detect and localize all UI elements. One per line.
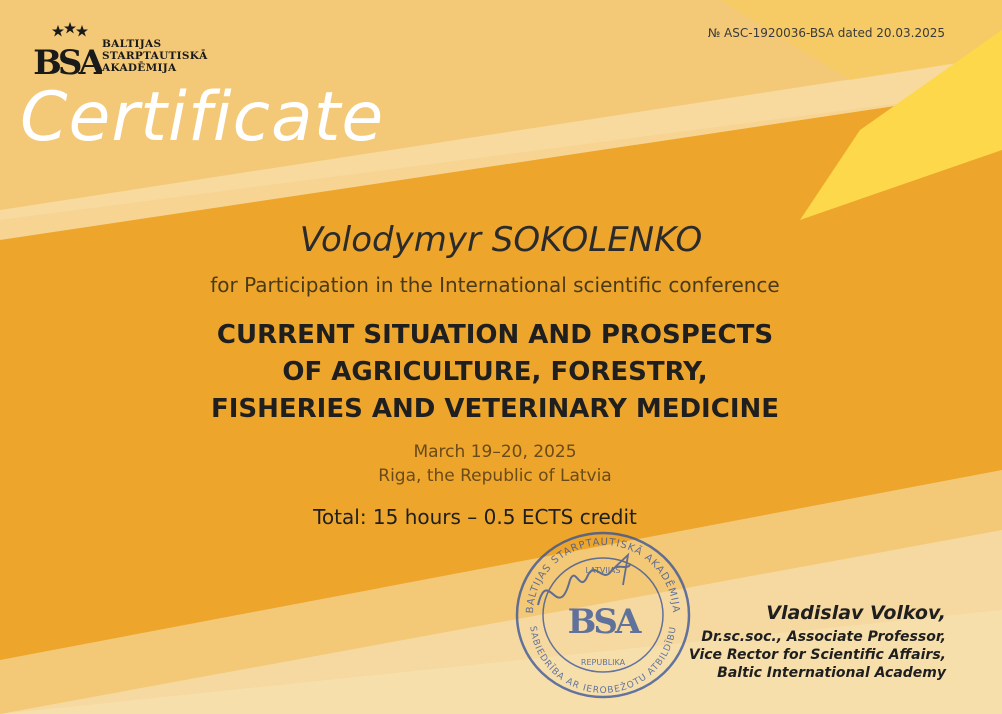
conference-title [0,317,990,428]
signer-organization: Baltic International Academy [717,665,946,681]
event-info [0,440,990,488]
svg-text:SABIEDRĪBA AR IEROBEŽOTU ATBIL: SABIEDRĪBA AR IEROBEŽOTU ATBILDĪBU [527,625,679,697]
event-location: Riga, the Republic of Latvia [378,466,612,486]
academy-logo [32,22,208,82]
participation-text: for Participation in the International scientific conference [210,273,780,297]
academy-name-line-2: STARPTAUTISKĀ [102,50,208,62]
total-hours: Total: 15 hours – 0.5 ECTS credit [313,505,637,529]
signer-position: Vice Rector for Scientific Affairs, [688,647,946,663]
conference-title-line-3: FISHERIES AND VETERINARY MEDICINE [210,394,780,424]
certificate-title: Certificate [20,78,385,157]
bsa-logo-icon [32,22,102,82]
svg-text:BSA: BSA [33,43,101,82]
academy-stamp-icon [508,525,698,701]
conference-title-line-2: OF AGRICULTURE, FORESTRY, [282,357,708,387]
svg-text:BSA: BSA [567,602,639,642]
svg-text:BALTIJAS STARPTAUTISKĀ AKADĒMI: BALTIJAS STARPTAUTISKĀ AKADĒMIJA [524,536,682,614]
svg-text:REPUBLIKA: REPUBLIKA [580,658,626,667]
recipient-name: Volodymyr SOKOLENKO [299,220,703,260]
event-date: March 19–20, 2025 [413,442,577,462]
signer-block [689,602,946,682]
signer-name: Vladislav Volkov, [766,602,946,624]
academy-name-line-3: AKADĒMIJA [102,62,177,74]
signer-degree: Dr.sc.soc., Associate Professor, [701,629,946,645]
certificate-number: № ASC-1920036-BSA dated 20.03.2025 [707,26,945,40]
academy-name-line-1: BALTIJAS [102,38,162,50]
conference-title-line-1: CURRENT SITUATION AND PROSPECTS [216,320,774,350]
svg-text:LATVIJAS: LATVIJAS [585,566,621,575]
